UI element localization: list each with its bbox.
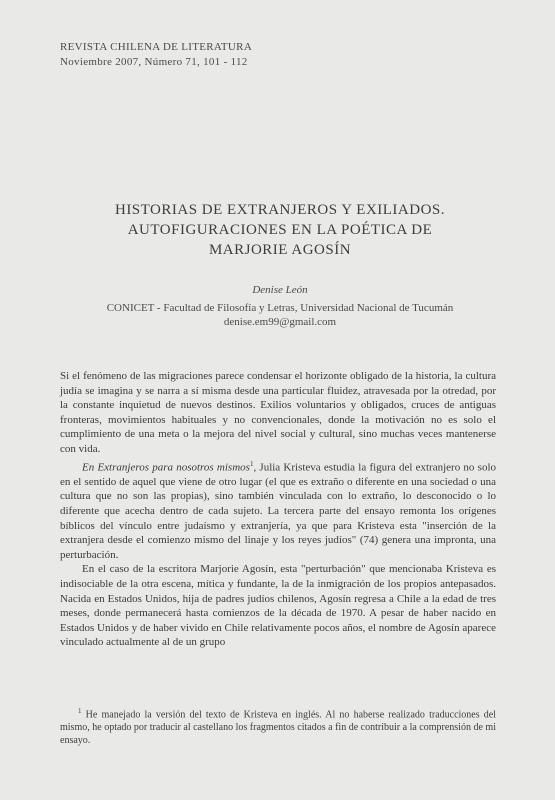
body-paragraph-2-text: , Julia Kristeva estudia la figura del extranjero no solo en el sentido de aquel que viene de otro lugar (el que es extraño o diferente en una sociedad o una cultura que no son las propias), sino también vinculada con lo extraño, lo desconocido o lo diferente que acecha dentro de cada sujeto. La tercera parte del ensayo remonta los orígenes bíblicos del vínculo entre judaísmo y extranjería, ya que para Kristeva esta "inserción de la extranjera desde el comienzo mismo del linaje y los reyes judíos" (74) genera una impronta, una perturbación. [60,461,496,561]
footnote-text: He manejado la versión del texto de Kristeva en inglés. Al no haberse realizado traducciones del mismo, he optado por traducir al castellano los fragmentos citados a fin de contribuir a la comprensión de mi ensayo. [60,709,497,747]
title-line-2: AUTOFIGURACIONES EN LA POÉTICA DE [127,222,433,238]
author-email: denise.em99@gmail.com [223,316,337,328]
article-title [60,200,500,260]
title-line-3: MARJORIE AGOSÍN [208,242,352,258]
body-paragraph-3: En el caso de la escritora Marjorie Agosín, esta "perturbación" que mencionaba Kristeva es indisociable de la otra escena, mítica y fundante, la de la inmigración de los propios antepasados. Nacida en Estados Unidos, hija de padres judíos chilenos, Agosín regresa a Chile a la edad de tres meses, donde permanecerá hasta comienzos de la década de 1970. A pesar de haber nacido en Estados Unidos y de haber vivido en Chile relativamente pocos años, el nombre de Agosín aparece vinculado actualmente al de un grupo [60,563,496,649]
body-paragraph-1: Si el fenómeno de las migraciones parece condensar el horizonte obligado de la historia, la cultura judía se imagina y se narra a sí misma desde una particular fluidez, atravesada por la otredad, por la constante inquietud de nuevos destinos. Exilios voluntarios y obligados, cruces de antiguas fronteras, movimientos habituales y no convencionales, donde la motivación no es solo el cumplimiento de una meta o la mejora del nivel social y cultural, sino muchas veces mantenerse con vida. [60,370,496,455]
journal-issue: Noviembre 2007, Número 71, 101 - 112 [60,56,248,68]
footnote [60,705,496,747]
author-affiliation: CONICET - Facultad de Filosofía y Letras, Universidad Nacional de Tucumán [106,302,454,314]
cited-book-title: En Extranjeros para nosotros mismos [82,461,250,474]
body-paragraph-2 [60,457,496,563]
article-body [60,369,496,650]
journal-name: REVISTA CHILENA DE LITERATURA [60,41,253,53]
footnote-reference: 1 [249,459,254,468]
title-line-1: HISTORIAS DE EXTRANJEROS Y EXILIADOS. [114,202,446,218]
footnote-mark: 1 [78,707,82,715]
author-name: Denise León [252,284,308,296]
author-block [60,283,500,329]
journal-header [60,40,500,70]
